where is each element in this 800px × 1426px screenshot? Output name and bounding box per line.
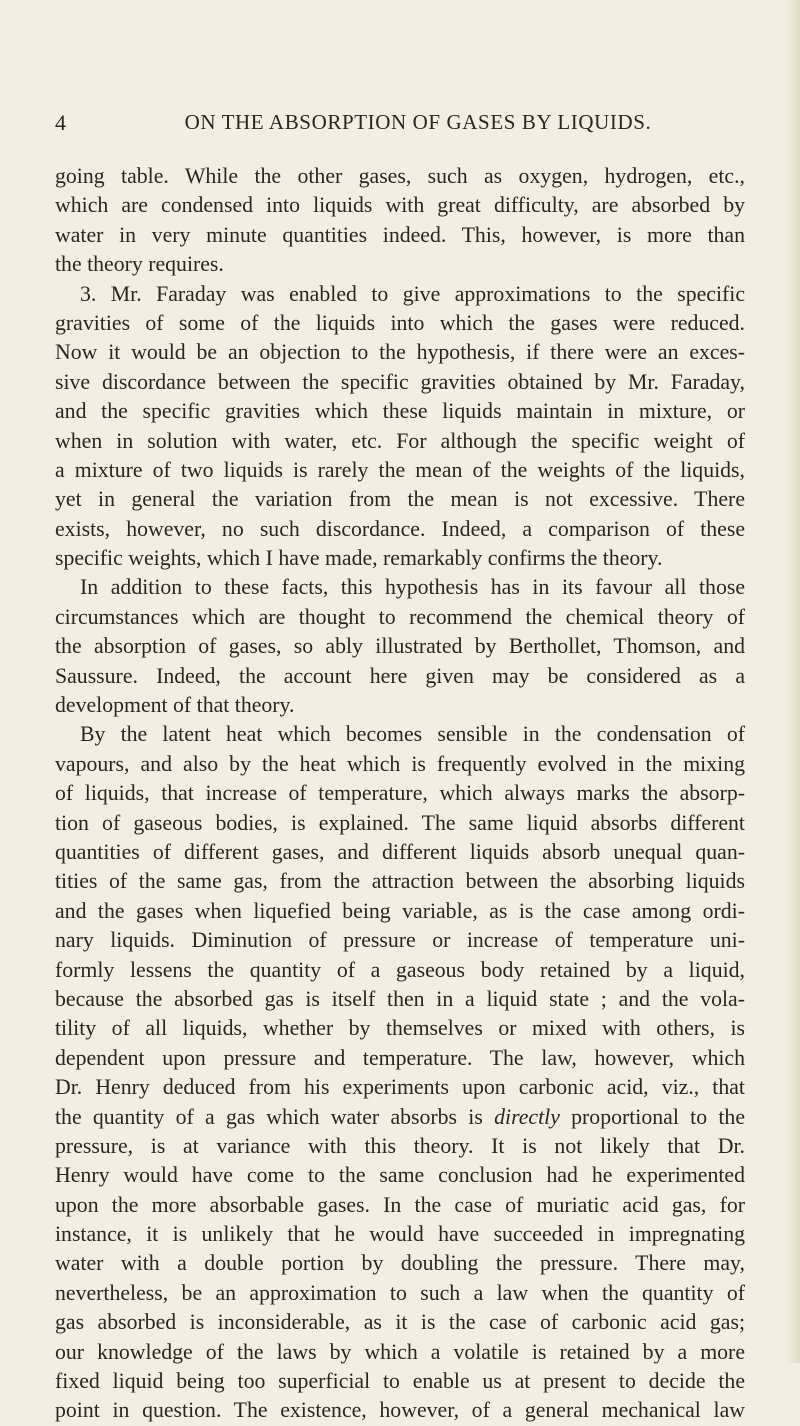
text-line: circumstances which are thought to recommend the chemical theory of — [55, 604, 745, 629]
text-line: vapours, and also by the heat which is frequently evolved in the mixing — [55, 751, 745, 776]
text-line: which are condensed into liquids with great difficulty, are absorbed by — [55, 193, 745, 218]
text-line: a mixture of two liquids is rarely the mean of the weights of the liquids, — [55, 457, 745, 482]
text-line: Henry would have come to the same conclusion had he experimented — [55, 1163, 745, 1188]
text-line: Now it would be an objection to the hypothesis, if there were an exces- — [55, 340, 745, 365]
text-line: and the specific gravities which these liquids maintain in mixture, or — [55, 399, 745, 424]
text-line: going table. While the other gases, such as oxygen, hydrogen, etc., — [55, 164, 745, 188]
text-line-with-italic: the quantity of a gas which water absorbs is directly proportional to the — [55, 1104, 745, 1129]
text-line: and the gases when liquefied being variable, as is the case among ordi- — [55, 898, 745, 923]
text-line: yet in general the variation from the mean is not excessive. There — [55, 487, 745, 512]
text-line: gas absorbed is inconsiderable, as it is the case of carbonic acid gas; — [55, 1310, 745, 1335]
text-line: development of that theory. — [55, 693, 295, 718]
page-number: 4 — [55, 110, 67, 135]
text-line: tities of the same gas, from the attraction between the absorbing liquids — [55, 869, 745, 894]
paragraph-latent-heat — [55, 720, 745, 1425]
text-line: the theory requires. — [55, 252, 224, 277]
paragraph-chemical-theory — [55, 573, 745, 720]
paragraph-continuation — [55, 162, 745, 280]
text-line: instance, it is unlikely that he would have succeeded in impregnating — [55, 1222, 745, 1247]
text-line: gravities of some of the liquids into which the gases were reduced. — [55, 310, 745, 335]
text-line: point in question. The existence, however, of a general mechanical law — [55, 1398, 745, 1423]
body-text — [55, 162, 745, 1426]
text-line: nevertheless, be an approximation to such a law when the quantity of — [55, 1280, 745, 1305]
text-line: when in solution with water, etc. For although the specific weight of — [55, 428, 745, 453]
text-line: exists, however, no such discordance. Indeed, a comparison of these — [55, 516, 745, 541]
text-line: 3. Mr. Faraday was enabled to give approximations to the specific — [80, 281, 745, 306]
text-line: By the latent heat which becomes sensible in the condensation of — [80, 722, 745, 747]
text-line: tility of all liquids, whether by themselves or mixed with others, is — [55, 1016, 745, 1041]
text-line: dependent upon pressure and temperature. The law, however, which — [55, 1045, 745, 1070]
page-header — [55, 110, 745, 140]
running-title: ON THE ABSORPTION OF GASES BY LIQUIDS. — [184, 110, 652, 134]
text-line: water with a double portion by doubling the pressure. There may, — [55, 1251, 745, 1276]
text-line: because the absorbed gas is itself then in a liquid state ; and the vola- — [55, 986, 745, 1011]
text-line: of liquids, that increase of temperature, which always marks the absorp- — [55, 781, 745, 806]
text-line: fixed liquid being too superficial to enable us at present to decide the — [55, 1369, 745, 1394]
text-line: our knowledge of the laws by which a volatile is retained by a more — [55, 1339, 745, 1364]
text-line: In addition to these facts, this hypothesis has in its favour all those — [80, 575, 745, 600]
text-line: tion of gaseous bodies, is explained. The same liquid absorbs different — [55, 810, 745, 835]
italic-emphasis: directly — [494, 1104, 560, 1129]
text-line: the absorption of gases, so ably illustrated by Berthollet, Thomson, and — [55, 634, 745, 659]
text-line: pressure, is at variance with this theory. It is not likely that Dr. — [55, 1133, 745, 1158]
text-line: specific weights, which I have made, remarkably confirms the theory. — [55, 546, 663, 571]
text-line: Saussure. Indeed, the account here given may be considered as a — [55, 663, 745, 688]
text-line: sive discordance between the specific gravities obtained by Mr. Faraday, — [55, 369, 745, 394]
text-line: Dr. Henry deduced from his experiments upon carbonic acid, viz., that — [55, 1075, 745, 1100]
page-edge-shadow — [786, 0, 800, 1363]
text-line: quantities of different gases, and different liquids absorb unequal quan- — [55, 839, 745, 864]
text-line: nary liquids. Diminution of pressure or increase of temperature uni- — [55, 928, 745, 953]
text-line: water in very minute quantities indeed. This, however, is more than — [55, 222, 745, 247]
text-line: upon the more absorbable gases. In the case of muriatic acid gas, for — [55, 1192, 745, 1217]
text-line: formly lessens the quantity of a gaseous body retained by a liquid, — [55, 957, 745, 982]
paragraph-section-3 — [55, 280, 745, 574]
